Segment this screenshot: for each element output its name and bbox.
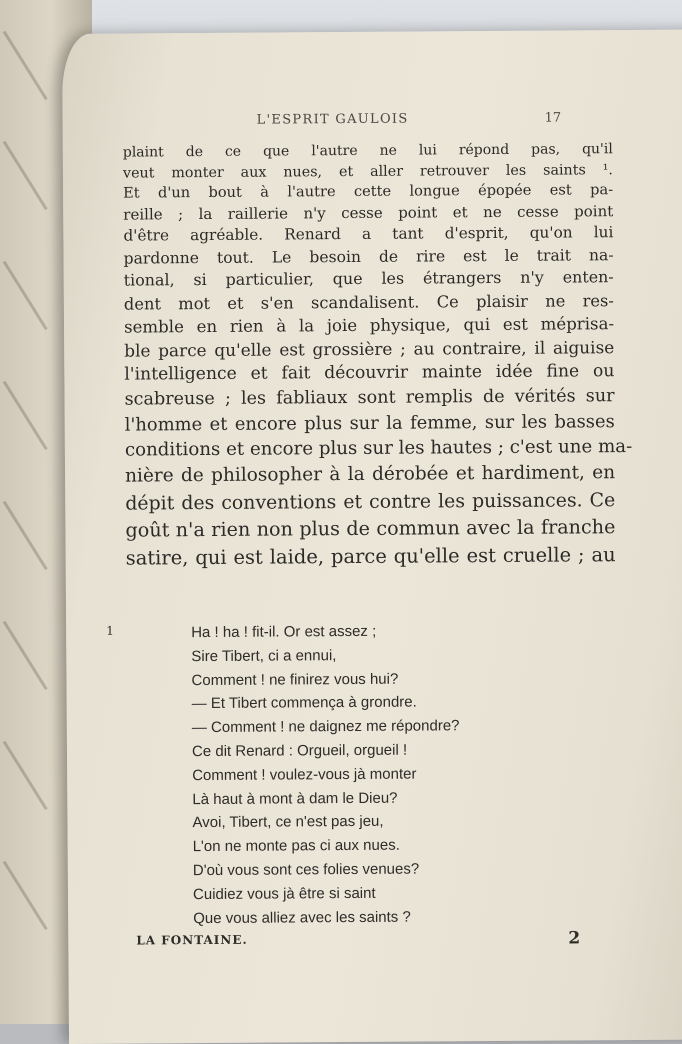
- bleed-through-text: [3, 141, 48, 210]
- body-line: dent mot et s'en scandalisent. Ce plaisir ne res-: [123, 290, 614, 314]
- verse-line: Sire Tibert, ci a ennui,: [191, 646, 337, 665]
- verse-line: Ha ! ha ! fit-il. Or est assez ;: [191, 622, 377, 642]
- body-line: dépit des conventions et contre les puissances. Ce: [125, 488, 616, 515]
- body-line: d'être agréable. Renard a tant d'esprit, qu'on lui: [123, 223, 614, 245]
- body-line: plaint de ce que l'autre ne lui répond pas, qu'il: [122, 141, 613, 161]
- body-line: pardonne tout. Le besoin de rire est le trait na-: [123, 246, 614, 268]
- verse-line: Là haut à mont à dam le Dieu?: [192, 789, 398, 808]
- verse-line: L'on ne monte pas ci aux nues.: [192, 836, 400, 856]
- body-line: scabreuse ; les fabliaux sont remplis de vérités sur: [124, 386, 615, 410]
- verse-line: Comment ! ne finirez vous hui?: [191, 670, 399, 689]
- body-line: satire, qui est laide, parce qu'elle est cruelle ; au: [125, 542, 616, 570]
- bleed-through-text: [3, 741, 48, 810]
- footnote: [106, 619, 546, 927]
- verse-line: Que vous alliez avec les saints ?: [193, 908, 411, 927]
- body-line: ble parce qu'elle est grossière ; au contraire, il aiguise: [124, 337, 615, 362]
- book-page: [62, 30, 682, 1044]
- verse-line: Ce dit Renard : Orgueil, orgueil !: [191, 741, 408, 761]
- body-text: [122, 140, 633, 572]
- bleed-through-text: [3, 261, 48, 330]
- page-number: 17: [544, 110, 562, 126]
- body-line: conditions et encore plus sur les hautes ; c'est une ma-: [124, 436, 633, 461]
- body-line: semble en rien à la joie physique, qui est méprisa-: [123, 314, 615, 337]
- verse-line: Comment ! voulez-vous jà monter: [192, 765, 417, 784]
- bleed-through-text: [3, 501, 48, 570]
- body-line: l'homme et encore plus sur la femme, sur les basses: [124, 411, 615, 436]
- body-line: veut monter aux nues, et aller retrouver les saints ¹.: [122, 162, 614, 182]
- body-line: goût n'a rien non plus de commun avec la franche: [125, 515, 616, 542]
- running-title: L'ESPRIT GAULOIS: [256, 111, 409, 128]
- verse-line: D'où vous sont ces folies venues?: [192, 860, 420, 880]
- page-footer: [68, 928, 668, 956]
- body-line: nière de philosopher à la dérobée et hardiment, en: [125, 462, 616, 487]
- body-line: l'intelligence et fait découvrir mainte idée fine ou: [124, 361, 615, 386]
- body-line: Et d'un bout à l'autre cette longue épopée est pa-: [123, 181, 614, 202]
- printer-signature: LA FONTAINE.: [136, 932, 248, 948]
- verse-line: Cuidiez vous jà être si saint: [192, 884, 376, 903]
- bleed-through-text: [3, 381, 48, 450]
- verse-line: — Et Tibert commença à grondre.: [191, 693, 417, 713]
- body-line: reille ; la raillerie n'y cesse point et ne cesse point: [123, 202, 614, 224]
- bleed-through-text: [3, 621, 48, 690]
- footnote-verse: [191, 619, 553, 931]
- bleed-through-text: [3, 861, 48, 930]
- bleed-through-text: [3, 31, 48, 100]
- body-line: tional, si particulier, que les étrangers n'y enten-: [123, 267, 614, 290]
- sheet-number: 2: [568, 928, 581, 949]
- page-header: [63, 110, 663, 136]
- verse-line: — Comment ! ne daignez me répondre?: [191, 717, 460, 737]
- footnote-marker: 1: [106, 623, 114, 638]
- verse-line: Avoi, Tibert, ce n'est pas jeu,: [192, 813, 384, 832]
